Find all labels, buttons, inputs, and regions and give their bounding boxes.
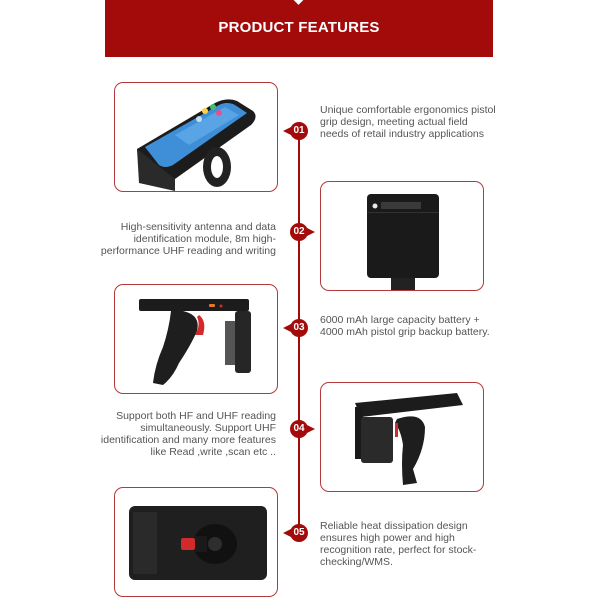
device-back-image [115, 488, 277, 596]
feature-text-01: Unique comfortable ergonomics pistol grip design, meeting actual field needs of retail industry applications [320, 104, 496, 140]
feature-badge-03: 03 [290, 319, 308, 337]
pistol-grip-image [115, 285, 277, 393]
feature-text-04: Support both HF and UHF reading simultaneously. Support UHF identification and many more features like Read ,write ,scan etc .. [100, 410, 276, 458]
feature-text-03: 6000 mAh large capacity battery + 4000 mAh pistol grip backup battery. [320, 314, 490, 338]
feature-badge-02: 02 [290, 223, 308, 241]
handheld-terminal-image [115, 83, 277, 191]
feature-image-01 [114, 82, 278, 192]
feature-image-05 [114, 487, 278, 597]
feature-image-02 [320, 181, 484, 291]
antenna-module-image [321, 182, 483, 290]
feature-text-05: Reliable heat dissipation design ensures high power and high recognition rate, perfect for stock-checking/WMS. [320, 520, 477, 568]
feature-image-04 [320, 382, 484, 492]
rfid-reader-image [321, 383, 483, 491]
feature-text-02: High-sensitivity antenna and data identification module, 8m high-performance UHF reading and writing [100, 221, 276, 257]
feature-badge-01: 01 [290, 122, 308, 140]
feature-badge-05: 05 [290, 524, 308, 542]
section-title: PRODUCT FEATURES [218, 19, 380, 36]
section-header-banner [105, 0, 493, 57]
diamond-icon [292, 0, 305, 5]
feature-image-03 [114, 284, 278, 394]
feature-badge-04: 04 [290, 420, 308, 438]
